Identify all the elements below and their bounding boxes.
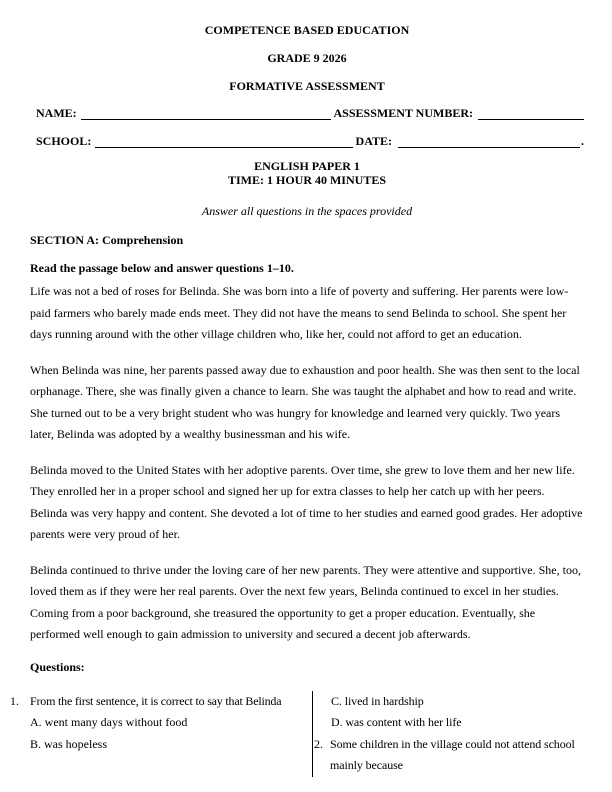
- assessment-number-label: ASSESSMENT NUMBER:: [333, 106, 473, 120]
- section-a-heading: SECTION A: Comprehension: [30, 233, 184, 247]
- general-instruction: Answer all questions in the spaces provided: [201, 204, 413, 218]
- question-1-option-d: D. was content with her life: [331, 715, 462, 729]
- comprehension-passage: [30, 281, 584, 646]
- grade-line: GRADE 9 2026: [267, 51, 347, 65]
- read-instruction: Read the passage below and answer questions 1–10.: [30, 261, 294, 275]
- question-1: [10, 691, 312, 756]
- passage-paragraph-1: Life was not a bed of roses for Belinda. She was born into a life of poverty and suffering. Her parents were low-paid farmers who barely made ends meet. They did not have the means to send Belinda to school. She spent her days running around with the other village children who, like her, could not afford to get an education.: [30, 284, 569, 341]
- paper-title-block: [30, 159, 584, 187]
- page-title: COMPETENCE BASED EDUCATION: [204, 23, 410, 37]
- name-field-line: [81, 107, 331, 120]
- date-label: DATE:: [355, 134, 392, 148]
- question-2-number: 2.: [314, 736, 323, 751]
- question-1-number: 1.: [10, 693, 19, 708]
- questions-columns: [10, 691, 584, 777]
- question-1-option-b: B. was hopeless: [30, 736, 107, 751]
- date-line-period: .: [581, 134, 584, 148]
- questions-column-left: [10, 691, 312, 777]
- question-1-option-c: C. lived in hardship: [331, 693, 424, 708]
- question-2-text: Some children in the village could not attend school mainly because: [330, 736, 575, 772]
- date-field-line: [398, 135, 580, 148]
- passage-paragraph-3: Belinda moved to the United States with her adoptive parents. Over time, she grew to love them and her new life. They enrolled her in a proper school and signed her up for extra classes to help her catch up with her peers. Belinda was very happy and content. She devoted a lot of time to her studies and earned good grades. Her adoptive parents were very proud of her.: [30, 462, 583, 541]
- question-1-text: From the first sentence, it is correct to say that Belinda: [30, 693, 282, 708]
- assessment-number-field-line: [478, 107, 584, 120]
- school-row: [30, 134, 584, 148]
- name-label: NAME:: [36, 106, 77, 120]
- paper-title: ENGLISH PAPER 1: [254, 159, 360, 173]
- assessment-type: FORMATIVE ASSESSMENT: [229, 79, 385, 93]
- passage-paragraph-4: Belinda continued to thrive under the loving care of her new parents. They were attentive and supportive. She, too, loved them as if they were her real parents. Over the next few years, Belinda continued to excel in her studies. Coming from a poor background, she treasured the opportunity to get a proper education. Eventually, she performed well enough to gain admission to university and secured a decent job afterwards.: [30, 562, 581, 641]
- question-1-option-a: A. went many days without food: [30, 715, 188, 729]
- question-2: [314, 734, 584, 777]
- school-field-line: [95, 135, 352, 148]
- passage-paragraph-2: When Belinda was nine, her parents passed away due to exhaustion and poor health. She was then sent to the local orphanage. There, she was finally given a chance to learn. She was taught the alphabet and how to read and write. She turned out to be a very bright student who was hungry for knowledge and learned very quickly. Two years later, Belinda was adopted by a wealthy businessman and his wife.: [30, 362, 580, 441]
- questions-heading: Questions:: [30, 659, 85, 674]
- questions-column-right: [312, 691, 584, 777]
- name-row: [30, 106, 584, 120]
- paper-time: TIME: 1 HOUR 40 MINUTES: [227, 173, 386, 187]
- school-label: SCHOOL:: [36, 134, 92, 148]
